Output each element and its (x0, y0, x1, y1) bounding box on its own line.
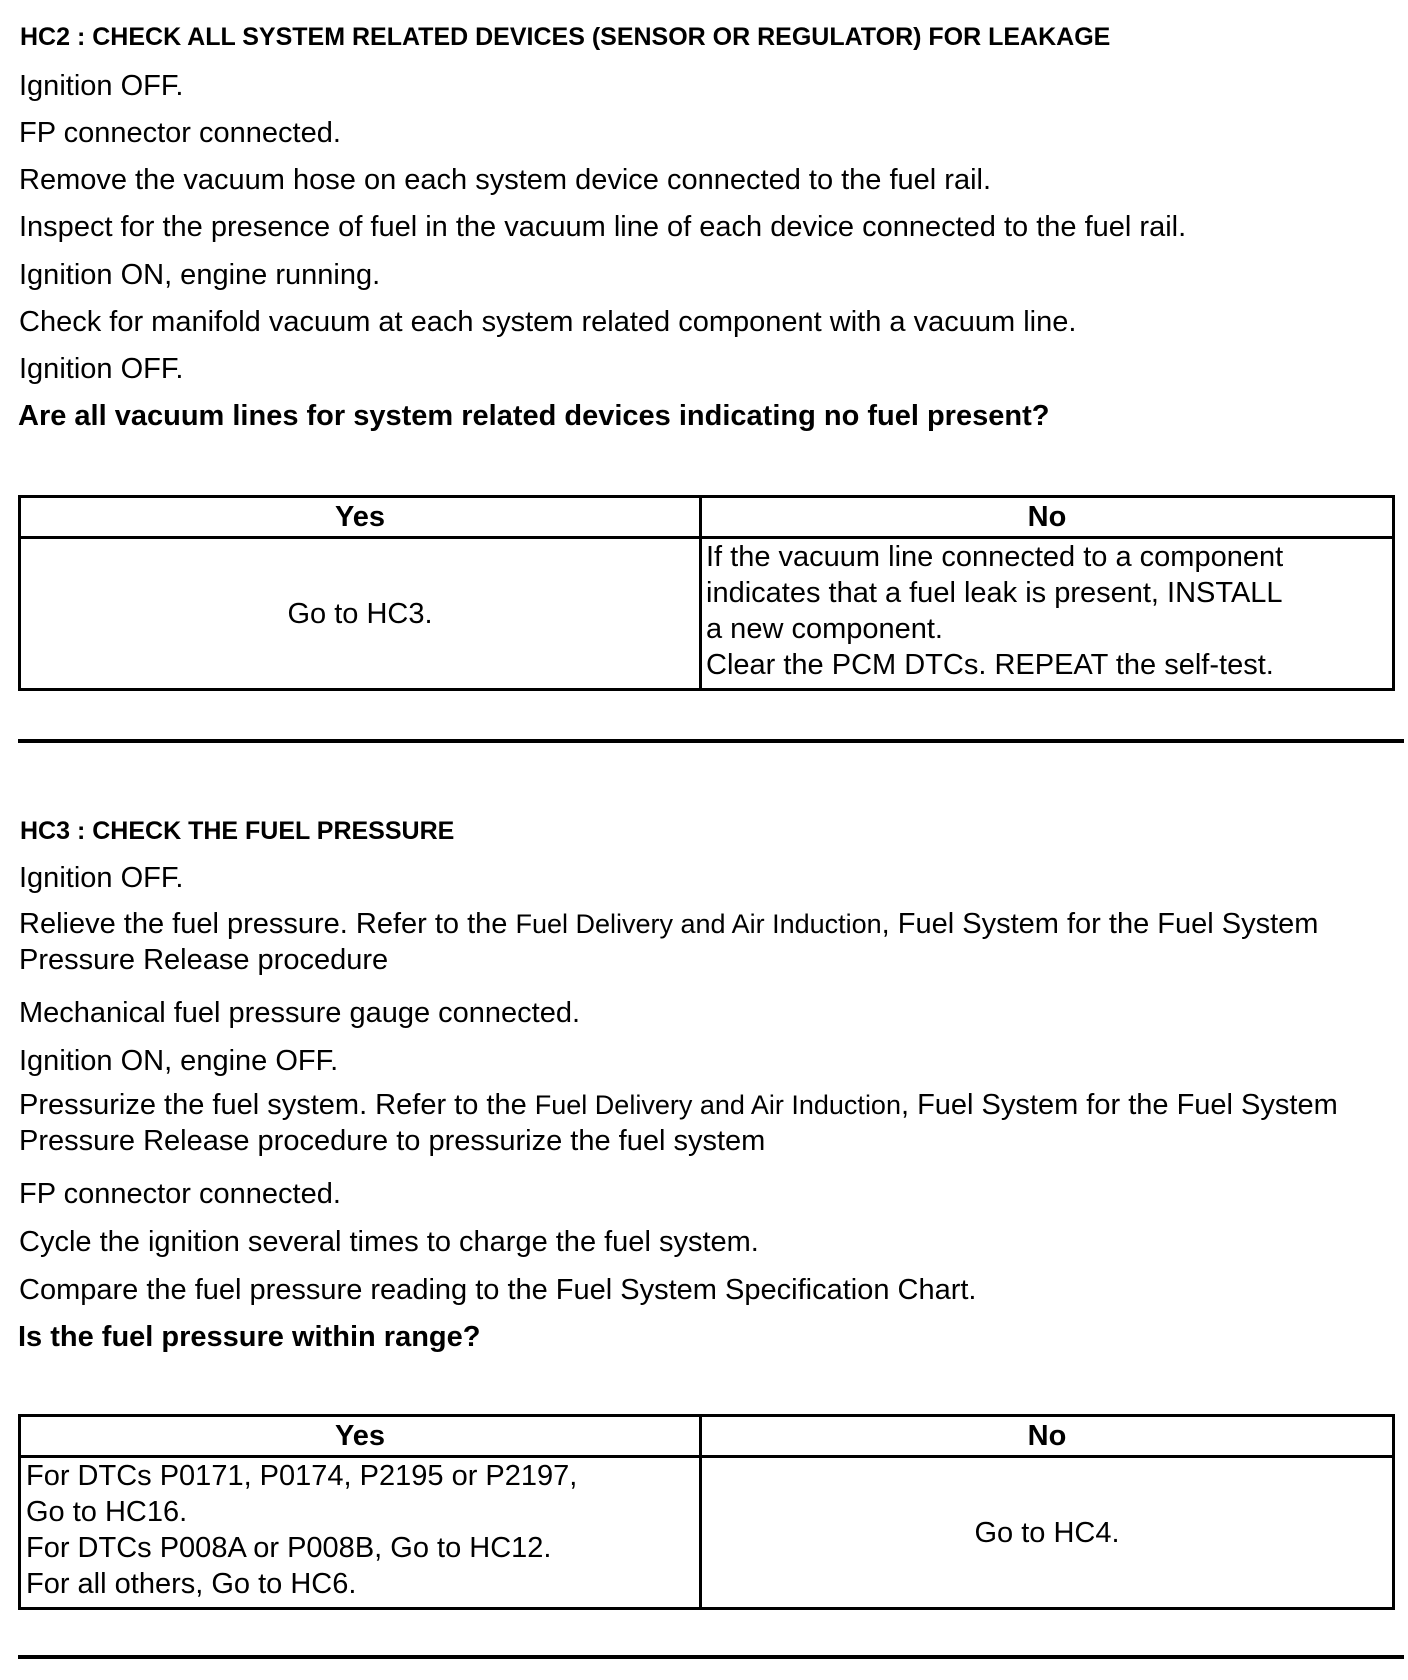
hc2-decision-table (18, 495, 1395, 691)
hc3-step-7: Cycle the ignition several times to charge the fuel system. (19, 1226, 759, 1258)
hc2-step-5: Ignition ON, engine running. (19, 259, 381, 291)
hc3-step-5-reference: Fuel Delivery and Air Induction (534, 1090, 901, 1120)
hc3-yes-header: Yes (20, 1416, 701, 1457)
hc3-step-6: FP connector connected. (19, 1178, 341, 1210)
hc3-step-8: Compare the fuel pressure reading to the Fuel System Specification Chart. (19, 1274, 977, 1306)
hc3-yes-action-line: For DTCs P0171, P0174, P2195 or P2197, (26, 1460, 578, 1492)
hc2-step-6: Check for manifold vacuum at each system related component with a vacuum line. (19, 306, 1077, 338)
hc2-no-action-line: indicates that a fuel leak is present, INSTALL (706, 577, 1283, 609)
hc3-heading: HC3 : CHECK THE FUEL PRESSURE (20, 817, 455, 845)
hc3-decision-table (18, 1414, 1395, 1610)
hc3-step-2-text-end: , Fuel System for the Fuel System Pressure Release procedure (19, 908, 1319, 976)
hc2-step-2: FP connector connected. (19, 117, 341, 149)
hc2-question: Are all vacuum lines for system related devices indicating no fuel present? (18, 400, 1050, 432)
hc3-yes-action (20, 1457, 701, 1609)
hc2-yes-action: Go to HC3. (20, 538, 701, 690)
hc2-step-7: Ignition OFF. (19, 353, 184, 385)
hc3-step-1: Ignition OFF. (19, 862, 184, 894)
hc3-step-2 (19, 906, 1339, 978)
hc2-no-action-line: Clear the PCM DTCs. REPEAT the self-test. (706, 649, 1274, 681)
hc2-step-4: Inspect for the presence of fuel in the vacuum line of each device connected to the fuel rail. (19, 211, 1187, 243)
section-divider (18, 739, 1404, 743)
hc3-step-5-text: Pressurize the fuel system. Refer to the (19, 1089, 535, 1121)
hc2-no-action-line: If the vacuum line connected to a component (706, 541, 1284, 573)
hc3-yes-action-line: For all others, Go to HC6. (26, 1568, 357, 1600)
hc2-step-3: Remove the vacuum hose on each system device connected to the fuel rail. (19, 164, 992, 196)
hc2-no-action (701, 538, 1394, 690)
section-divider-bottom (18, 1655, 1404, 1659)
hc3-yes-action-line: For DTCs P008A or P008B, Go to HC12. (26, 1532, 552, 1564)
hc2-no-action-line: a new component. (706, 613, 943, 645)
hc3-no-header: No (701, 1416, 1394, 1457)
hc2-heading: HC2 : CHECK ALL SYSTEM RELATED DEVICES (SENSOR OR REGULATOR) FOR LEAKAGE (20, 23, 1111, 51)
hc3-step-2-reference: Fuel Delivery and Air Induction (515, 909, 882, 939)
hc3-yes-action-line: Go to HC16. (26, 1496, 188, 1528)
hc2-step-1: Ignition OFF. (19, 70, 184, 102)
hc3-step-5 (19, 1087, 1339, 1159)
hc2-no-header: No (701, 497, 1394, 538)
hc3-step-3: Mechanical fuel pressure gauge connected. (19, 997, 581, 1029)
hc3-no-action: Go to HC4. (701, 1457, 1394, 1609)
hc3-step-5-text-end: , Fuel System for the Fuel System Pressure Release procedure to pressurize the fuel system (19, 1089, 1338, 1157)
hc3-step-4: Ignition ON, engine OFF. (19, 1045, 339, 1077)
hc3-step-2-text: Relieve the fuel pressure. Refer to the (19, 908, 516, 940)
hc3-question: Is the fuel pressure within range? (18, 1321, 481, 1353)
hc2-yes-header: Yes (20, 497, 701, 538)
